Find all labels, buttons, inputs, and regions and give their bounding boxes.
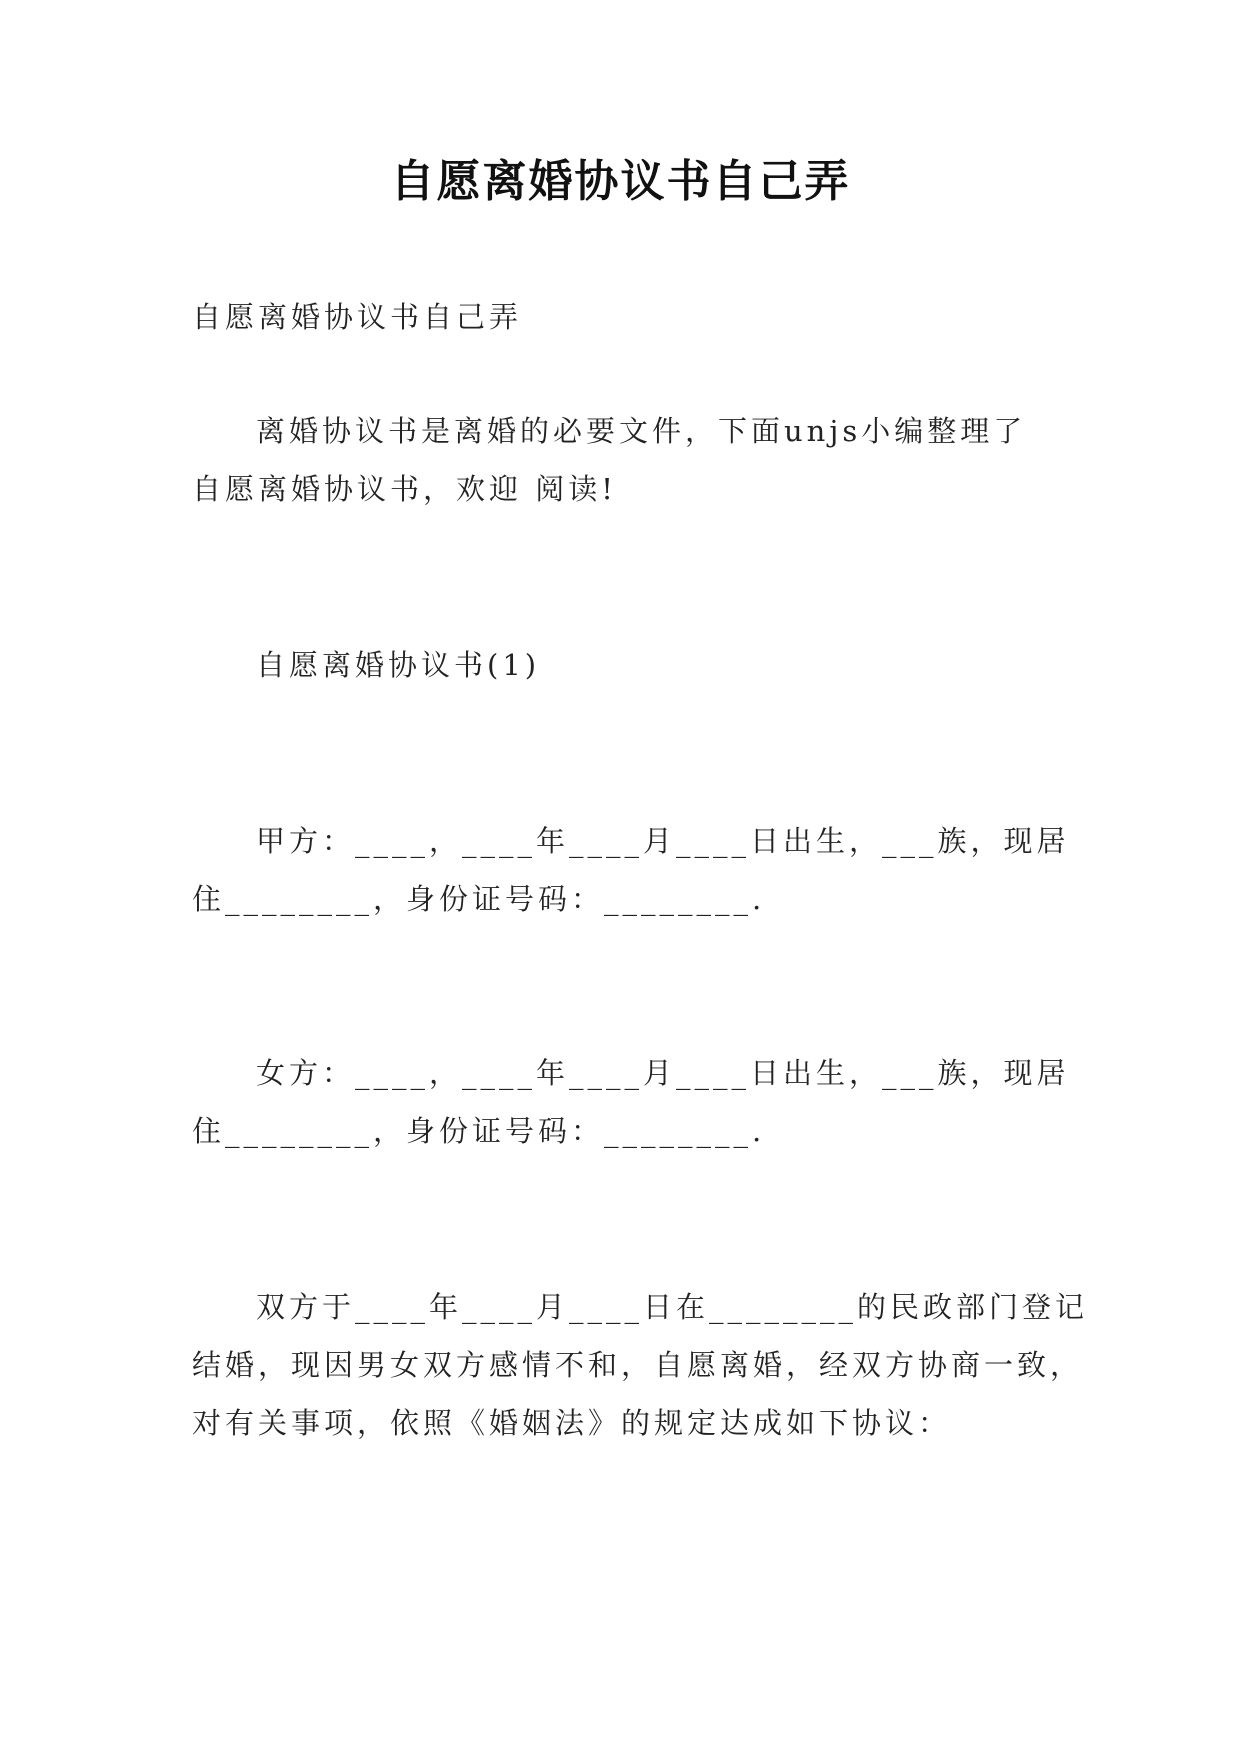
party-b-line-1: 女方：____，____年____月____日出生，___族，现居: [256, 1056, 1070, 1090]
party-a-line-1: 甲方：____，____年____月____日出生，___族，现居: [256, 824, 1070, 858]
party-a-paragraph: [192, 812, 1070, 928]
section-heading: [192, 636, 1052, 694]
intro-paragraph: [192, 402, 1052, 518]
marriage-paragraph: [192, 1278, 1089, 1452]
intro-line-2: 自愿离婚协议书，欢迎 阅读!: [192, 472, 617, 506]
section-heading-text: 自愿离婚协议书(1): [256, 648, 541, 682]
party-b-paragraph: [192, 1044, 1070, 1160]
subtitle-text: 自愿离婚协议书自己弄: [192, 300, 523, 334]
party-b-line-2: 住________，身份证号码：________.: [192, 1114, 766, 1148]
marriage-line-3: 对有关事项，依照《婚姻法》的规定达成如下协议：: [192, 1406, 952, 1440]
document-title: 自愿离婚协议书自己弄: [390, 156, 851, 207]
intro-line-1: 离婚协议书是离婚的必要文件，下面unjs小编整理了: [256, 414, 1027, 448]
party-a-line-2: 住________，身份证号码：________.: [192, 882, 766, 916]
document-subtitle: [192, 288, 1052, 346]
marriage-line-1: 双方于____年____月____日在________的民政部门登记: [256, 1290, 1089, 1324]
marriage-line-2: 结婚，现因男女双方感情不和，自愿离婚，经双方协商一致，: [192, 1348, 1084, 1382]
